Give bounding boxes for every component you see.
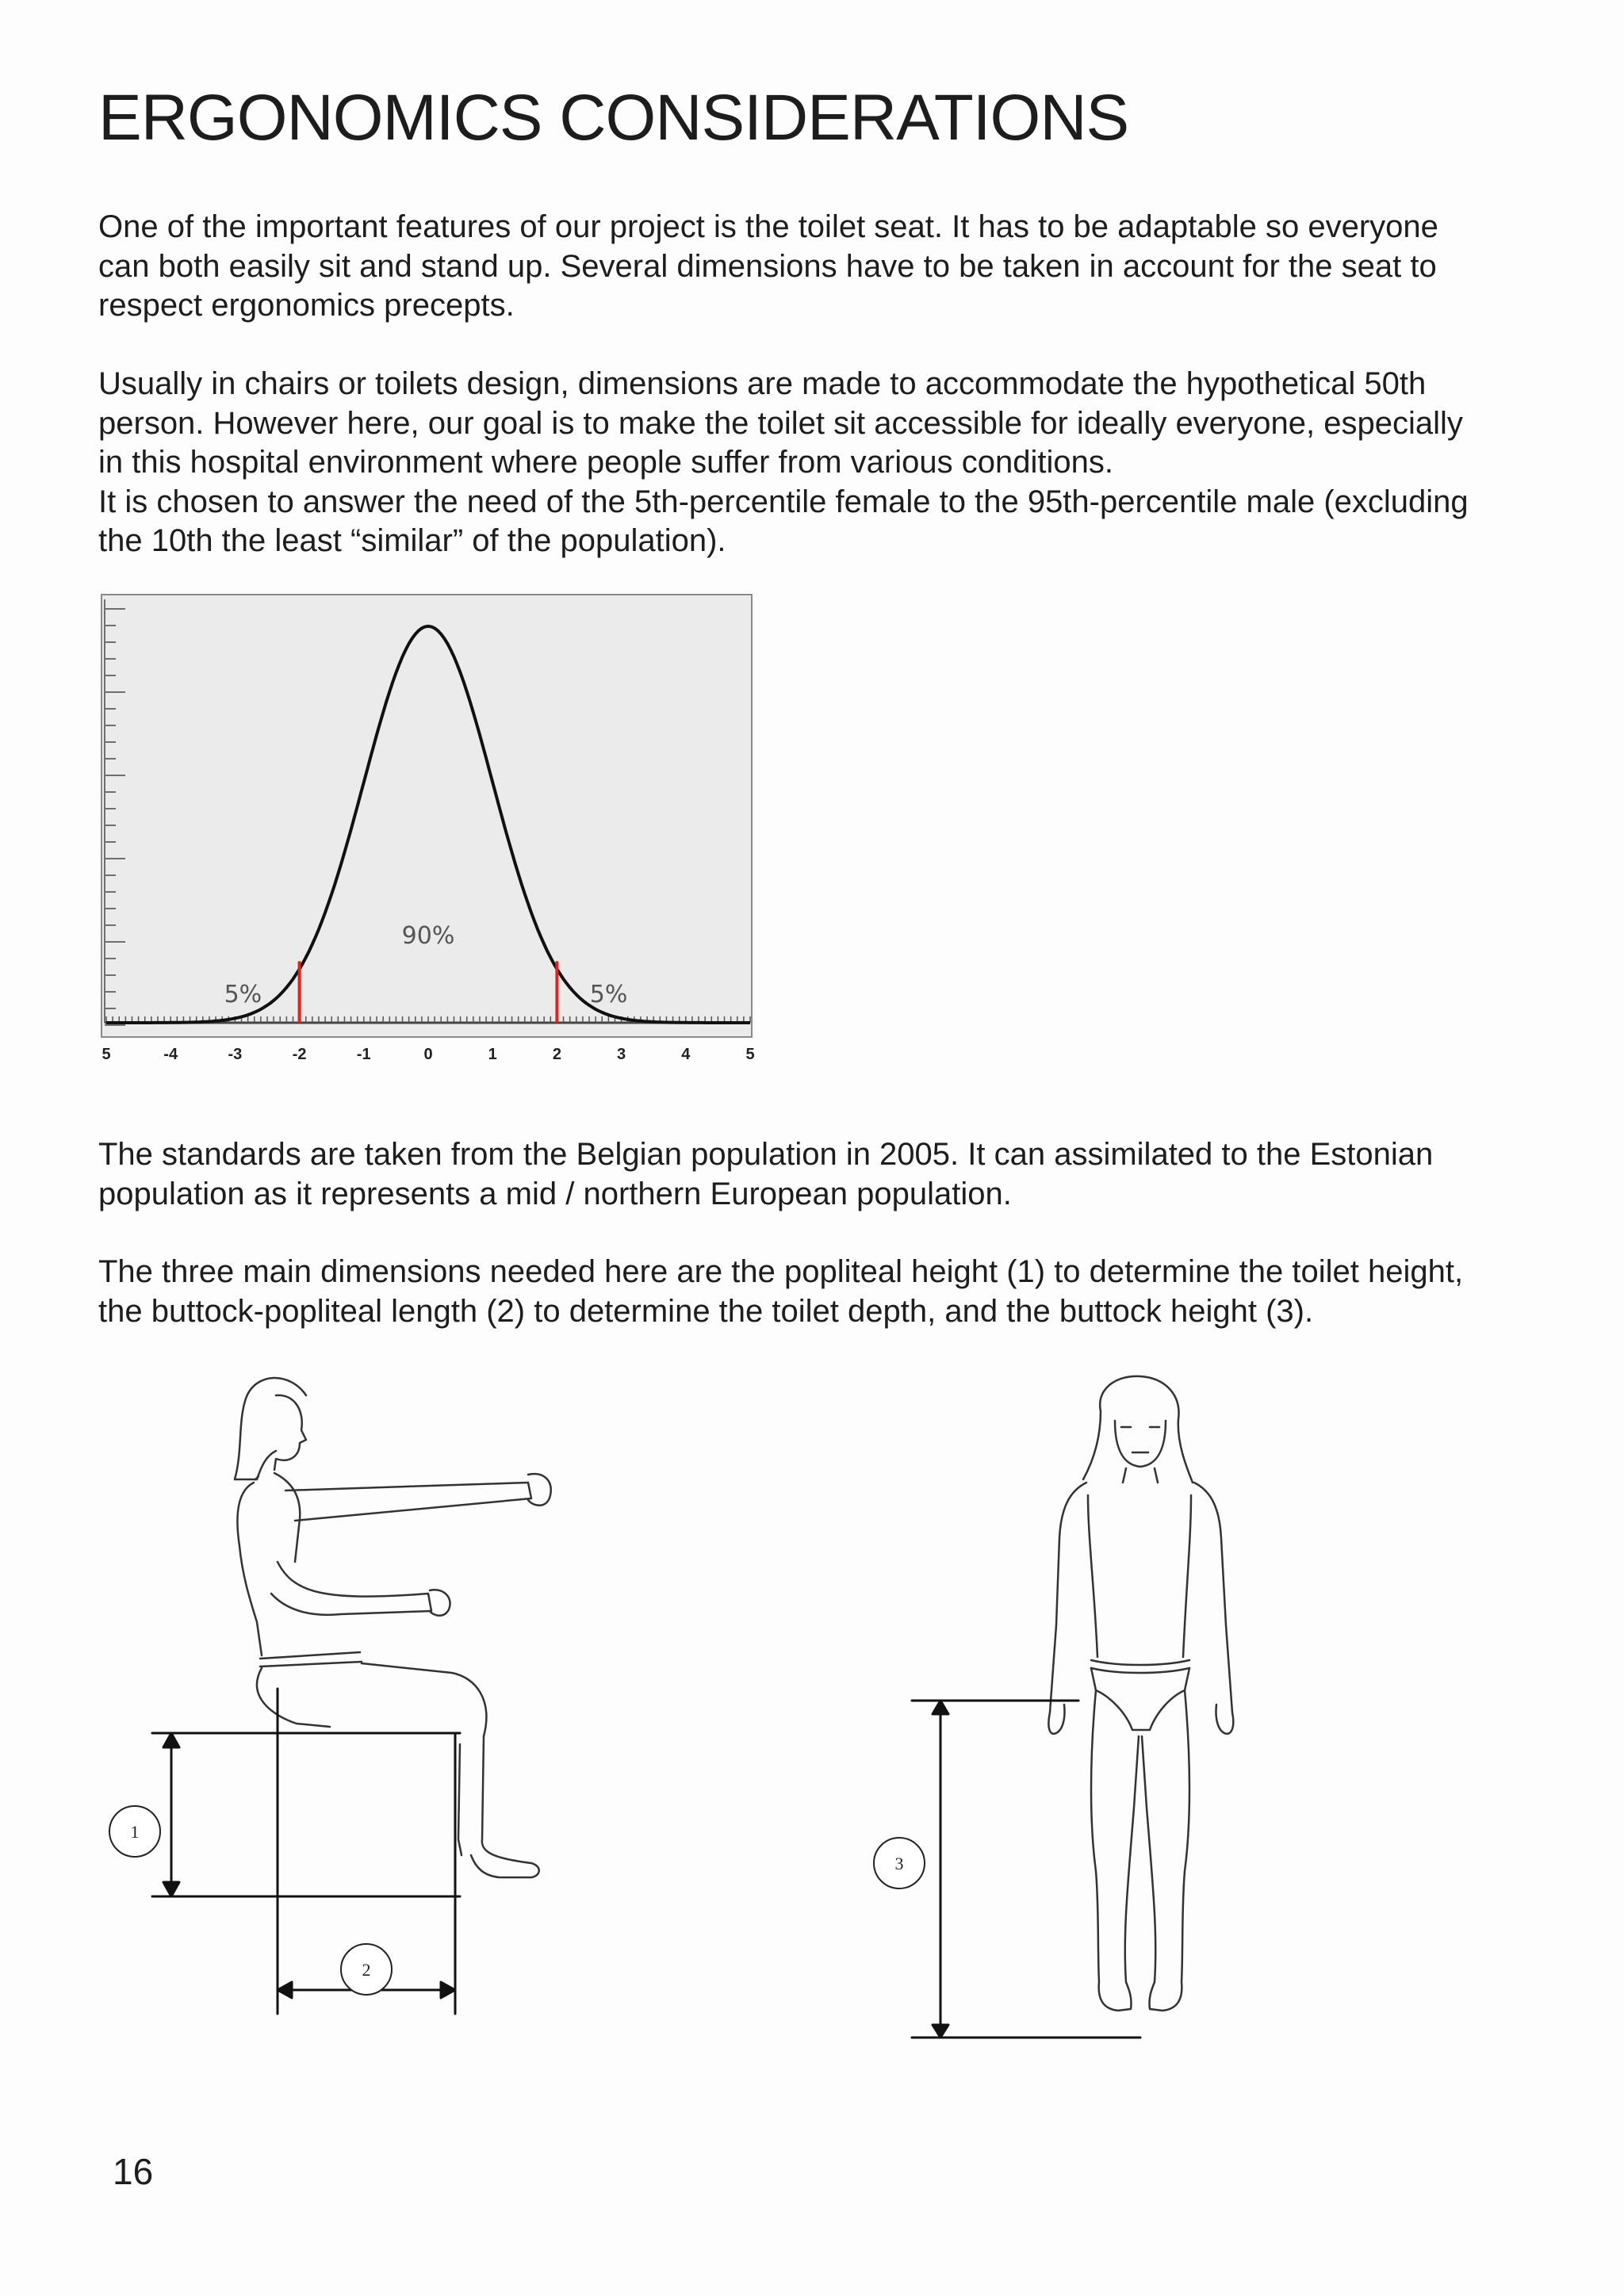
callout-1 [109, 1806, 160, 1857]
x-tick-label: -1 [356, 1046, 371, 1063]
chart-plot-area [102, 595, 752, 1037]
callout-3 [874, 1838, 925, 1888]
text-line: the buttock-popliteal length (2) to determine the toilet depth, and the buttock height (3). [98, 1293, 1314, 1329]
paragraph-percentile [98, 365, 1526, 561]
x-tick-label: -4 [163, 1046, 178, 1063]
seat-dimension-lines [152, 1689, 460, 2014]
callout-1-label: 1 [130, 1822, 140, 1842]
text-line: the 10th the least “similar” of the population). [98, 523, 726, 558]
text-line: Usually in chairs or toilets design, dimensions are made to accommodate the hypothetical 50th [98, 366, 1427, 401]
region-percent-label: 5% [224, 981, 262, 1008]
x-tick-label: 1 [488, 1046, 497, 1063]
text-line: One of the important features of our project is the toilet seat. It has to be adaptable so everyone [98, 209, 1438, 244]
x-tick-label: 2 [552, 1046, 561, 1063]
text-line: respect ergonomics precepts. [98, 288, 515, 323]
normal-distribution-chart [98, 593, 756, 1066]
callout-3-label: 3 [894, 1854, 904, 1873]
paragraph-intro [98, 208, 1526, 326]
paragraph-standards [98, 1135, 1526, 1214]
text-line: population as it represents a mid / northern European population. [98, 1176, 1012, 1211]
x-tick-label: -2 [292, 1046, 307, 1063]
x-tick-label: 0 [423, 1046, 433, 1063]
text-line: in this hospital environment where people suffer from various conditions. [98, 445, 1113, 480]
x-tick-label: 3 [617, 1046, 626, 1063]
region-percent-label: 5% [589, 981, 628, 1008]
x-tick-label: 5 [102, 1046, 111, 1063]
page-number: 16 [113, 2151, 154, 2192]
x-tick-label: 4 [681, 1046, 691, 1063]
x-tick-label: 5 [745, 1046, 755, 1063]
region-percent-label: 90% [401, 922, 455, 950]
buttock-height-dimension-lines [912, 1701, 1140, 2038]
anthropometric-figures [87, 1364, 1237, 2077]
callout-2 [341, 1944, 392, 1995]
x-tick-label: -3 [228, 1046, 243, 1063]
seated-figure-illustration [235, 1378, 551, 1877]
page-title: ERGONOMICS CONSIDERATIONS [98, 82, 1129, 154]
text-line: It is chosen to answer the need of the 5th-percentile female to the 95th-percentile male (excluding [98, 484, 1469, 519]
text-line: can both easily sit and stand up. Several dimensions have to be taken in account for the seat to [98, 248, 1437, 284]
standing-figure-illustration [1048, 1376, 1233, 2011]
paragraph-dimensions [98, 1253, 1526, 1331]
text-line: person. However here, our goal is to make the toilet sit accessible for ideally everyone, especially [98, 405, 1463, 441]
text-line: The three main dimensions needed here are the popliteal height (1) to determine the toilet height, [98, 1254, 1464, 1289]
callout-2-label: 2 [362, 1960, 371, 1980]
text-line: The standards are taken from the Belgian population in 2005. It can assimilated to the Estonian [98, 1137, 1434, 1172]
